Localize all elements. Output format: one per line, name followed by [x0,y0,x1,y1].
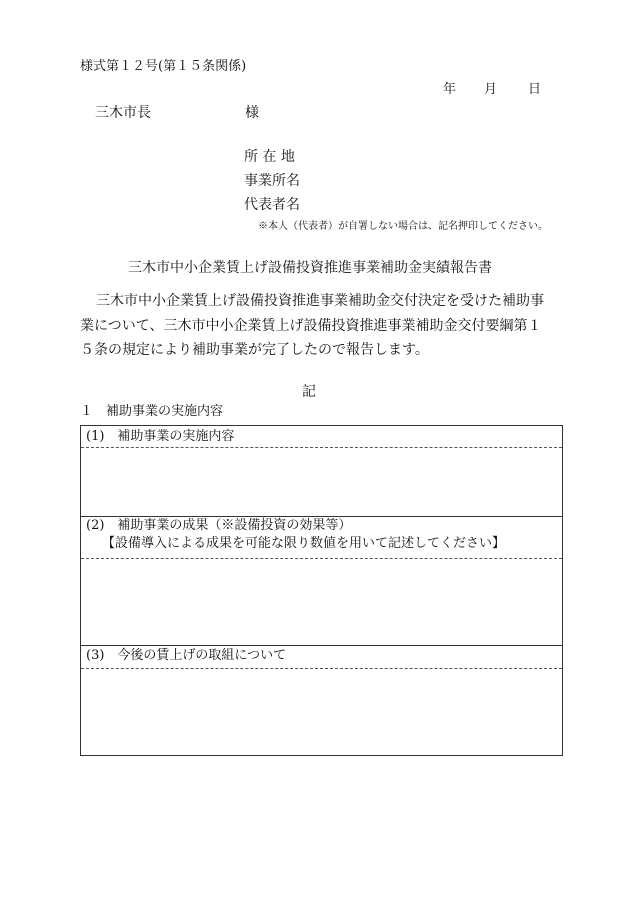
item-2-header: (2) 補助事業の成果（※設備投資の効果等） [86,518,352,533]
signature-note: ※本人（代表者）が自署しない場合は、記名押印してください。 [258,221,548,232]
item-2-instruction: 【設備導入による成果を可能な限り数値を用いて記述してください】 [102,536,506,551]
body-line: ５条の規定により補助事業が完了したので報告します。 [80,342,429,358]
item-3-header: (3) 今後の賃上げの取組について [86,648,287,663]
body-line: 三木市中小企業賃上げ設備投資推進事業補助金交付決定を受けた補助事 [96,293,544,309]
document-title: 三木市中小企業賃上げ設備投資推進事業補助金実績報告書 [128,260,492,276]
date-day-label: 日 [528,82,542,97]
item-2-content-area [81,559,562,645]
item-1-header: (1) 補助事業の実施内容 [86,429,235,444]
row-divider [81,516,562,517]
addressee-name: 三木市長 [95,105,151,121]
body-line: 業について、三木市中小企業賃上げ設備投資推進事業補助金交付要綱第１ [80,318,542,334]
representative-label: 代表者名 [244,197,300,213]
date-year-label: 年 [443,82,457,97]
business-name-label: 事業所名 [244,173,300,189]
date-month-label: 月 [484,82,498,97]
item-3-content-area [81,669,562,755]
section-heading: １ 補助事業の実施内容 [80,404,224,419]
item-1-content-area [81,448,562,516]
address-label: 所 在 地 [244,149,295,165]
row-divider [81,645,562,646]
form-number: 様式第１２号(第１５条関係) [80,59,247,74]
ki-heading: 記 [302,384,316,400]
report-table [80,425,563,756]
addressee-honorific: 様 [245,105,259,121]
